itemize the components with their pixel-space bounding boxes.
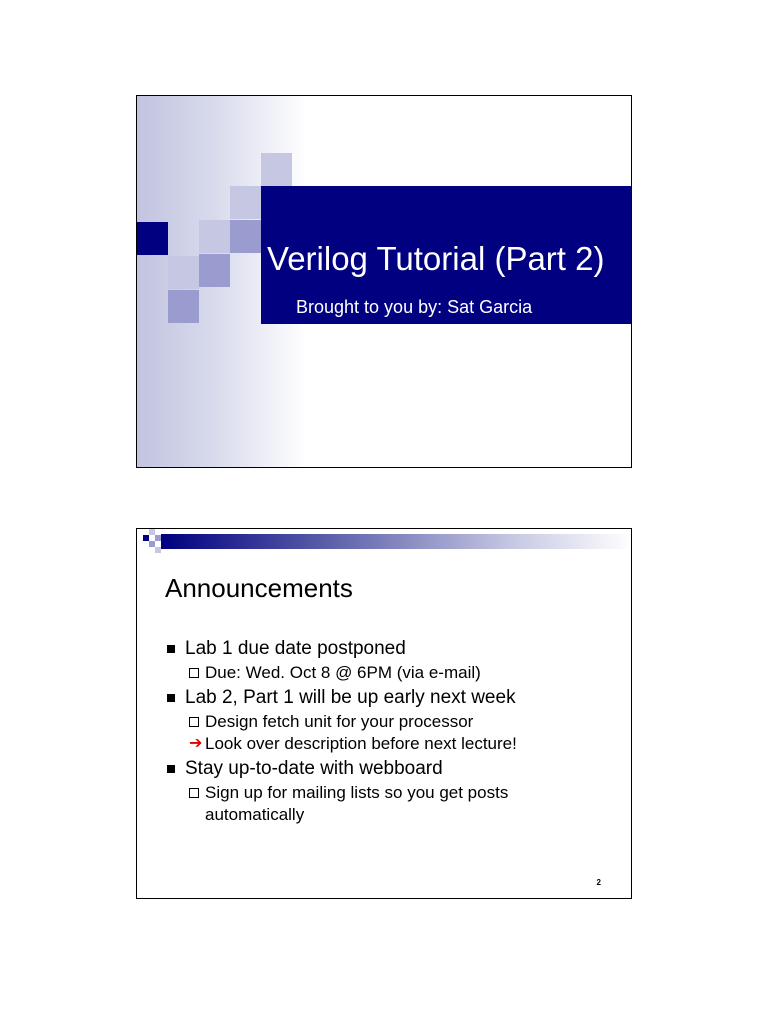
red-arrow-icon: ➔: [189, 735, 203, 752]
announcements-slide: [136, 528, 632, 899]
deco-square: [230, 220, 261, 253]
sub-bullet-text: Sign up for mailing lists so you get posts automatically: [205, 783, 509, 824]
deco-square: [168, 256, 199, 289]
sub-list-item: [167, 662, 607, 684]
slide-title: Announcements: [165, 573, 353, 603]
title-slide: [136, 95, 632, 468]
slide-title: Verilog Tutorial (Part 2): [267, 240, 605, 277]
bullet-text: Stay up-to-date with webboard: [185, 758, 443, 779]
deco-square: [199, 254, 230, 287]
page-number: 2: [596, 878, 601, 887]
hollow-square-bullet-icon: [189, 788, 199, 798]
list-item: [167, 684, 607, 711]
black-square-bullet-icon: [167, 765, 175, 773]
bullet-text: Lab 2, Part 1 will be up early next week: [185, 687, 516, 708]
deco-square: [168, 290, 199, 323]
black-square-bullet-icon: [167, 694, 175, 702]
header-gradient-bar: [161, 534, 632, 549]
hollow-square-bullet-icon: [189, 717, 199, 727]
sub-bullet-text: Due: Wed. Oct 8 @ 6PM (via e-mail): [205, 663, 481, 682]
black-square-bullet-icon: [167, 645, 175, 653]
list-item: [167, 755, 607, 782]
deco-square: [230, 186, 261, 219]
sub-bullet-text: Look over description before next lecture!: [205, 734, 517, 753]
sub-list-item: [167, 782, 565, 826]
deco-square: [149, 529, 155, 535]
sub-list-item: [167, 733, 607, 755]
list-item: [167, 635, 607, 662]
deco-square: [261, 153, 292, 186]
deco-square: [137, 222, 168, 255]
slide-subtitle: Brought to you by: Sat Garcia: [296, 297, 533, 317]
sub-list-item: [167, 711, 607, 733]
deco-square: [199, 220, 230, 253]
hollow-square-bullet-icon: [189, 668, 199, 678]
sub-bullet-text: Design fetch unit for your processor: [205, 712, 474, 731]
bullet-text: Lab 1 due date postponed: [185, 638, 406, 659]
bullet-list: [167, 635, 607, 826]
